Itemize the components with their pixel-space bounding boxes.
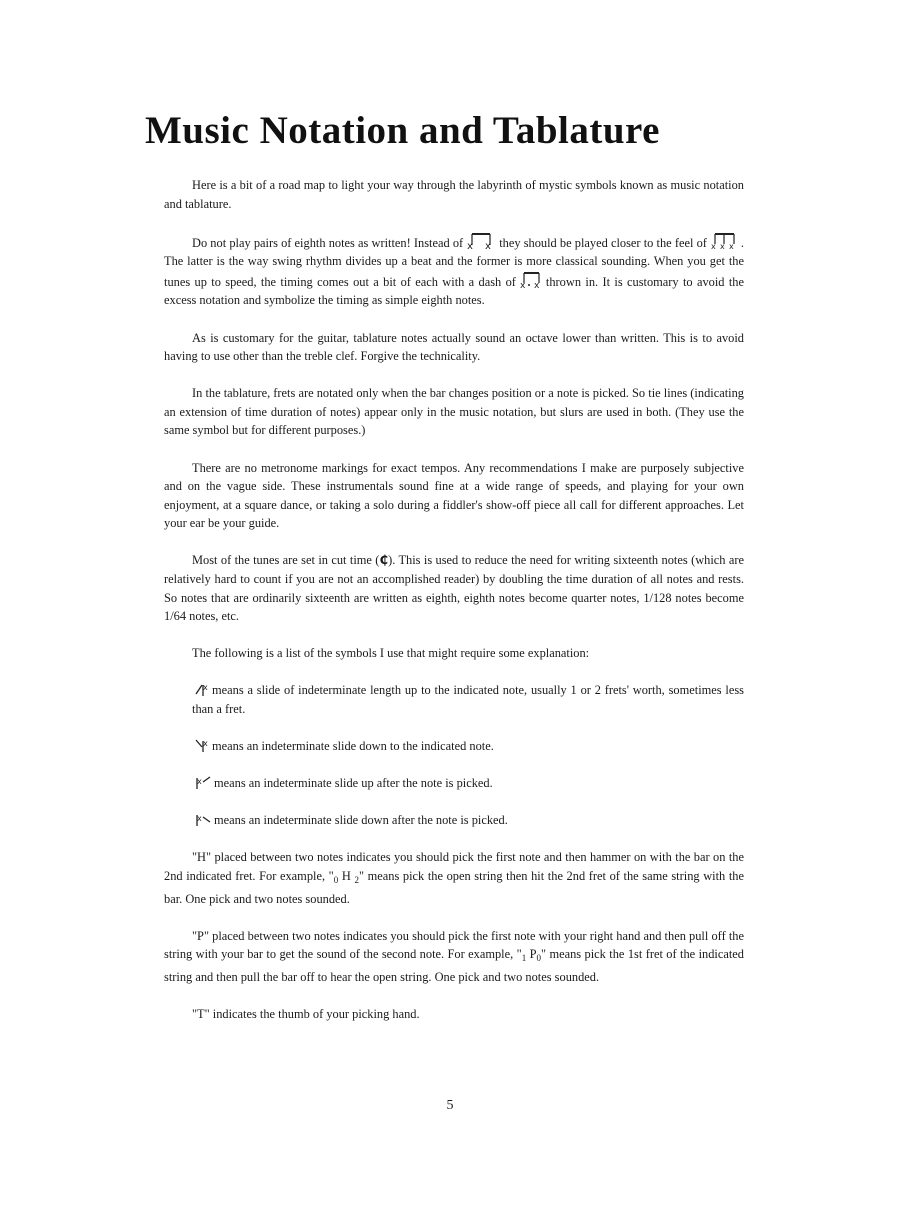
symbol-slide-up-after [164, 774, 744, 793]
paragraph-cut-time [164, 551, 744, 625]
svg-text:x: x [710, 241, 716, 250]
fret-number: 0 [333, 874, 339, 885]
triplet-feel-icon [710, 232, 738, 250]
paragraph-hammer-on [164, 848, 744, 908]
paragraph-intro: Here is a bit of a road map to light your way through the labyrinth of mystic symbols known as music notation and tablature. [164, 178, 744, 211]
text-run: Do not play pairs of eighth notes as written! Instead of [192, 235, 464, 250]
symbol-description: means an indeterminate slide down to the indicated note. [212, 739, 494, 754]
svg-text:x: x [197, 777, 202, 787]
text-run: . The latter is the way swing rhythm divides up a beat and the former is more classical sounding. When you get the tunes up to speed, the timing comes out a bit of each with a dash of [164, 235, 744, 289]
paragraph-octave: As is customary for the guitar, tablature notes actually sound an octave lower than written. This is to avoid having to use other than the treble clef. Forgive the technicality. [164, 330, 744, 364]
paragraph-tablature-frets: In the tablature, frets are notated only when the bar changes position or a note is picked. So tie lines (indicating an extension of time duration of notes) appear only in the music notation, but slurs are used in both. (They use the same symbol but for different purposes.) [164, 386, 744, 438]
text-run: thrown in. It is customary to avoid the excess notation and symbolize the timing as simple eighth notes. [164, 274, 744, 308]
svg-text:x: x [203, 739, 208, 749]
fret-number: 2 [354, 874, 359, 885]
text-run: ). This is used to reduce the need for writing sixteenth notes (which are relatively hard to count if you are not an accomplished reader) by doubling the time duration of all notes and rests. So notes that are ordinarily sixteenth are written as eighth, eighth notes become quarter notes, 1/128 notes become 1/64 notes, etc. [164, 553, 744, 624]
text-run: "P" placed between two notes indicates you should pick the first note with your right hand and then pull off the string with your bar to get the sound of the second note. For example, " [164, 928, 744, 962]
text-run: " means pick the open string then hit the 2nd fret of the same string with the bar. One pick and two notes sounded. [164, 868, 744, 906]
pull-letter: P [526, 947, 537, 962]
hammer-letter: H [338, 868, 355, 883]
svg-text:x: x [719, 241, 725, 250]
svg-text:x: x [485, 240, 492, 250]
svg-text:x: x [197, 814, 202, 824]
page-title: Music Notation and Tablature [145, 109, 660, 152]
fret-number: 0 [536, 953, 541, 964]
symbol-slide-down-to-note [164, 737, 744, 756]
symbol-slide-up-to-note [164, 681, 744, 718]
fret-number: 1 [521, 953, 527, 964]
text-run: "H" placed between two notes indicates you should pick the first note and then hammer on with the bar on the 2nd indicated fret. For example, " [164, 850, 744, 883]
slide-down-before-icon [195, 737, 209, 753]
slide-up-before-icon [195, 681, 209, 697]
cut-time-icon: ₵ [379, 552, 389, 568]
paragraph-thumb: "T" indicates the thumb of your picking hand. [192, 1006, 420, 1021]
text-run: " means pick the 1st fret of the indicated string and then pull the bar off to hear the open string. One pick and two notes sounded. [164, 947, 744, 984]
eighth-note-pair-icon [466, 232, 496, 250]
svg-text:x: x [203, 683, 208, 693]
paragraph-tempo: There are no metronome markings for exact tempos. Any recommendations I make are purposely subjective and on the vague side. These instrumentals sound fine at a wide range of speeds, and playing for your own enjoyment, at a square dance, or taking a solo during a fiddler's show-off piece all call for different approaches. Let your ear be your guide. [164, 460, 744, 531]
svg-text:x: x [728, 241, 734, 250]
paragraph-symbol-list-intro: The following is a list of the symbols I use that might require some explanation: [192, 646, 590, 661]
slide-down-after-icon [195, 811, 211, 827]
svg-text:x: x [467, 240, 474, 250]
text-run: Most of the tunes are set in cut time ( [192, 553, 380, 568]
svg-text:x: x [533, 280, 540, 289]
paragraph-eighth-notes [164, 232, 744, 310]
symbol-description: means an indeterminate slide down after the note is picked. [214, 813, 508, 828]
slide-up-after-icon [195, 774, 211, 790]
dotted-eighth-pair-icon [519, 271, 543, 289]
symbol-slide-down-after [164, 811, 744, 830]
symbol-description: means a slide of indeterminate length up to the indicated note, usually 1 or 2 frets' worth, sometimes less than a fret. [192, 683, 744, 716]
text-run: they should be played closer to the feel of [499, 235, 707, 250]
svg-text:x: x [519, 280, 526, 289]
body-text [164, 176, 744, 1042]
symbol-description: means an indeterminate slide up after the note is picked. [214, 776, 493, 791]
page-number: 5 [446, 1098, 454, 1113]
paragraph-pull-off [164, 927, 744, 987]
